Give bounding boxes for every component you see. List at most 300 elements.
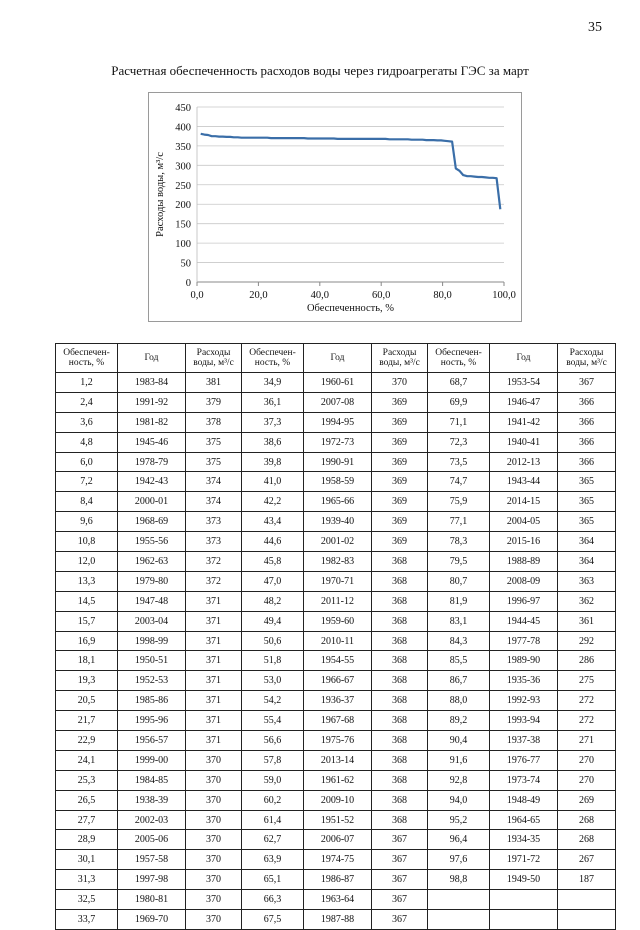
chart-title: Расчетная обеспеченность расходов воды через гидроагрегаты ГЭС за март	[111, 63, 529, 78]
table-cell: 1952-53	[118, 671, 186, 691]
table-cell: 68,7	[428, 373, 490, 393]
table-cell: 41,0	[242, 472, 304, 492]
table-cell: 368	[372, 651, 428, 671]
table-cell: 2008-09	[490, 571, 558, 591]
table-cell: 69,9	[428, 392, 490, 412]
table-cell: 370	[186, 790, 242, 810]
table-cell: 54,2	[242, 691, 304, 711]
table-cell: 1978-79	[118, 452, 186, 472]
table-cell: 2001-02	[304, 532, 372, 552]
table-cell: 83,1	[428, 611, 490, 631]
table-cell: 67,5	[242, 910, 304, 930]
table-cell: 2000-01	[118, 492, 186, 512]
table-row	[56, 373, 616, 393]
table-cell: 370	[186, 810, 242, 830]
table-row	[56, 631, 616, 651]
table-cell: 1943-44	[490, 472, 558, 492]
table-row	[56, 830, 616, 850]
table-cell: 1960-61	[304, 373, 372, 393]
table-cell: 84,3	[428, 631, 490, 651]
table-cell: 79,5	[428, 552, 490, 572]
table-row	[56, 651, 616, 671]
table-cell: 28,9	[56, 830, 118, 850]
table-cell: 367	[372, 830, 428, 850]
table-cell: 370	[186, 850, 242, 870]
table-header-row	[56, 344, 616, 373]
table-cell: 372	[186, 571, 242, 591]
table-cell: 2010-11	[304, 631, 372, 651]
table-cell: 1971-72	[490, 850, 558, 870]
table-cell: 88,0	[428, 691, 490, 711]
series-line	[201, 134, 501, 210]
table-cell: 374	[186, 472, 242, 492]
table-cell: 97,6	[428, 850, 490, 870]
table-cell: 367	[372, 910, 428, 930]
table-cell: 72,3	[428, 432, 490, 452]
table-cell: 57,8	[242, 750, 304, 770]
table-cell: 1988-89	[490, 552, 558, 572]
table-cell: 367	[558, 373, 616, 393]
table-cell: 1981-82	[118, 412, 186, 432]
table-cell: 381	[186, 373, 242, 393]
table-cell: 271	[558, 731, 616, 751]
table-cell: 1984-85	[118, 770, 186, 790]
column-header: Обеспечен-ность, %	[428, 344, 490, 373]
chart-area	[148, 92, 522, 322]
table-cell: 31,3	[56, 870, 118, 890]
table-cell: 94,0	[428, 790, 490, 810]
table-cell: 89,2	[428, 711, 490, 731]
table-cell: 370	[186, 890, 242, 910]
table-cell: 369	[372, 492, 428, 512]
table-cell: 1939-40	[304, 512, 372, 532]
y-tick-label: 450	[175, 103, 191, 114]
y-tick-label: 200	[175, 200, 191, 212]
table-row	[56, 731, 616, 751]
table-cell: 59,0	[242, 770, 304, 790]
table-cell: 19,3	[56, 671, 118, 691]
table-cell: 375	[186, 432, 242, 452]
table-cell: 2012-13	[490, 452, 558, 472]
table-cell: 270	[558, 750, 616, 770]
table-cell: 372	[186, 552, 242, 572]
table-cell: 6,0	[56, 452, 118, 472]
table-cell: 362	[558, 591, 616, 611]
table-cell: 1997-98	[118, 870, 186, 890]
table-cell: 373	[186, 532, 242, 552]
table-cell: 1,2	[56, 373, 118, 393]
table-cell: 370	[186, 830, 242, 850]
table-cell: 1969-70	[118, 910, 186, 930]
x-tick-label: 20,0	[249, 290, 268, 301]
table-row	[56, 591, 616, 611]
table-cell: 3,6	[56, 412, 118, 432]
table-cell: 365	[558, 472, 616, 492]
table-cell: 91,6	[428, 750, 490, 770]
table-cell: 364	[558, 552, 616, 572]
table-cell: 1991-92	[118, 392, 186, 412]
table-cell: 24,1	[56, 750, 118, 770]
table-row	[56, 512, 616, 532]
y-tick-label: 100	[175, 239, 191, 251]
table-row	[56, 870, 616, 890]
table-cell: 38,6	[242, 432, 304, 452]
table-cell: 1959-60	[304, 611, 372, 631]
table-cell: 2004-05	[490, 512, 558, 532]
table-cell: 368	[372, 731, 428, 751]
table-row	[56, 691, 616, 711]
page-number: 35	[588, 20, 602, 35]
table-cell: 1977-78	[490, 631, 558, 651]
table-cell: 2006-07	[304, 830, 372, 850]
table-cell: 2009-10	[304, 790, 372, 810]
table-cell: 371	[186, 631, 242, 651]
table-row	[56, 611, 616, 631]
table-cell: 7,2	[56, 472, 118, 492]
table-cell: 1999-00	[118, 750, 186, 770]
table-row	[56, 711, 616, 731]
table-cell: 367	[372, 890, 428, 910]
table-row	[56, 790, 616, 810]
table-cell: 370	[186, 910, 242, 930]
table-cell: 365	[558, 492, 616, 512]
table-cell: 1990-91	[304, 452, 372, 472]
table-cell: 2,4	[56, 392, 118, 412]
table-cell: 1968-69	[118, 512, 186, 532]
column-header: Год	[118, 344, 186, 373]
table-cell: 371	[186, 651, 242, 671]
table-cell: 1940-41	[490, 432, 558, 452]
table-cell: 22,9	[56, 731, 118, 751]
data-table	[55, 343, 616, 930]
table-cell: 363	[558, 571, 616, 591]
table-cell: 98,8	[428, 870, 490, 890]
table-cell: 86,7	[428, 671, 490, 691]
table-cell: 366	[558, 412, 616, 432]
table-cell: 369	[372, 512, 428, 532]
table-cell: 368	[372, 591, 428, 611]
table-cell: 368	[372, 770, 428, 790]
column-header: Обеспечен-ность, %	[242, 344, 304, 373]
table-row	[56, 770, 616, 790]
table-cell: 26,5	[56, 790, 118, 810]
table-cell: 369	[372, 532, 428, 552]
table-cell: 36,1	[242, 392, 304, 412]
table-cell: 366	[558, 392, 616, 412]
table-cell	[558, 910, 616, 930]
table-cell: 1934-35	[490, 830, 558, 850]
table-row	[56, 452, 616, 472]
table-cell: 1945-46	[118, 432, 186, 452]
x-axis-label: Обеспеченность, %	[306, 303, 395, 314]
table-cell: 371	[186, 711, 242, 731]
table-cell: 1967-68	[304, 711, 372, 731]
table-cell: 1985-86	[118, 691, 186, 711]
table-cell: 1965-66	[304, 492, 372, 512]
table-cell: 367	[372, 870, 428, 890]
x-tick-label: 80,0	[433, 290, 452, 301]
table-cell	[490, 910, 558, 930]
table-body	[56, 373, 616, 930]
table-cell: 81,9	[428, 591, 490, 611]
table-row	[56, 910, 616, 930]
table-cell: 1966-67	[304, 671, 372, 691]
table-cell: 63,9	[242, 850, 304, 870]
table-cell: 1954-55	[304, 651, 372, 671]
table-cell: 2015-16	[490, 532, 558, 552]
table-cell: 368	[372, 631, 428, 651]
table-cell: 1989-90	[490, 651, 558, 671]
table-cell: 74,7	[428, 472, 490, 492]
table-cell: 9,6	[56, 512, 118, 532]
table-cell: 373	[186, 512, 242, 532]
table-cell: 1976-77	[490, 750, 558, 770]
table-cell: 39,8	[242, 452, 304, 472]
table-cell: 18,1	[56, 651, 118, 671]
table-row	[56, 432, 616, 452]
table-cell: 49,4	[242, 611, 304, 631]
x-tick-label: 40,0	[310, 290, 329, 301]
table-cell: 371	[186, 591, 242, 611]
table-cell: 1992-93	[490, 691, 558, 711]
table-cell: 27,7	[56, 810, 118, 830]
table-cell: 1993-94	[490, 711, 558, 731]
column-header: Расходы воды, м³/с	[558, 344, 616, 373]
table-cell: 369	[372, 412, 428, 432]
table-cell: 32,5	[56, 890, 118, 910]
table-cell: 1958-59	[304, 472, 372, 492]
table-cell: 1941-42	[490, 412, 558, 432]
table-cell: 75,9	[428, 492, 490, 512]
table-cell: 25,3	[56, 770, 118, 790]
x-tick-label: 60,0	[372, 290, 391, 301]
table-cell: 1955-56	[118, 532, 186, 552]
table-cell: 1936-37	[304, 691, 372, 711]
table-cell: 85,5	[428, 651, 490, 671]
table-row	[56, 671, 616, 691]
table-cell: 368	[372, 671, 428, 691]
table-cell: 33,7	[56, 910, 118, 930]
table-cell: 1947-48	[118, 591, 186, 611]
table-cell: 2014-15	[490, 492, 558, 512]
table-cell: 44,6	[242, 532, 304, 552]
y-tick-label: 400	[175, 122, 191, 134]
table-cell: 78,3	[428, 532, 490, 552]
table-cell: 1964-65	[490, 810, 558, 830]
table-cell: 1948-49	[490, 790, 558, 810]
table-cell: 66,3	[242, 890, 304, 910]
y-tick-label: 300	[175, 161, 191, 173]
table-cell: 2013-14	[304, 750, 372, 770]
table-cell: 13,3	[56, 571, 118, 591]
table-cell: 369	[372, 432, 428, 452]
table-cell: 8,4	[56, 492, 118, 512]
table-cell: 77,1	[428, 512, 490, 532]
table-cell: 42,2	[242, 492, 304, 512]
table-cell: 366	[558, 432, 616, 452]
table-cell: 1942-43	[118, 472, 186, 492]
table-cell: 10,8	[56, 532, 118, 552]
table-cell: 73,5	[428, 452, 490, 472]
table-cell: 60,2	[242, 790, 304, 810]
table-cell: 1956-57	[118, 731, 186, 751]
column-header: Обеспечен-ность, %	[56, 344, 118, 373]
table-cell: 95,2	[428, 810, 490, 830]
table-cell: 1970-71	[304, 571, 372, 591]
table-row	[56, 472, 616, 492]
table-cell: 1946-47	[490, 392, 558, 412]
table-cell: 371	[186, 691, 242, 711]
table-cell: 365	[558, 512, 616, 532]
table-cell: 367	[372, 850, 428, 870]
table-cell: 1938-39	[118, 790, 186, 810]
table-cell: 1963-64	[304, 890, 372, 910]
table-row	[56, 532, 616, 552]
table-cell: 1980-81	[118, 890, 186, 910]
column-header: Год	[490, 344, 558, 373]
table-cell: 270	[558, 770, 616, 790]
y-tick-label: 350	[175, 141, 191, 153]
table-cell: 370	[372, 373, 428, 393]
table-row	[56, 571, 616, 591]
table-cell: 65,1	[242, 870, 304, 890]
table-cell: 56,6	[242, 731, 304, 751]
table-cell: 1987-88	[304, 910, 372, 930]
table-cell: 370	[186, 750, 242, 770]
table-cell: 1973-74	[490, 770, 558, 790]
table-row	[56, 412, 616, 432]
table-cell: 368	[372, 691, 428, 711]
table-cell: 1962-63	[118, 552, 186, 572]
column-header: Расходы воды, м³/с	[186, 344, 242, 373]
x-tick-label: 0,0	[190, 290, 204, 301]
table-cell: 371	[186, 611, 242, 631]
table-cell: 1983-84	[118, 373, 186, 393]
y-tick-label: 150	[175, 219, 191, 231]
table-cell: 15,7	[56, 611, 118, 631]
table-cell: 50,6	[242, 631, 304, 651]
table-cell: 268	[558, 810, 616, 830]
table-cell: 12,0	[56, 552, 118, 572]
table-cell: 1996-97	[490, 591, 558, 611]
table-cell: 369	[372, 452, 428, 472]
table-cell: 371	[186, 731, 242, 751]
table-cell: 61,4	[242, 810, 304, 830]
table-cell: 14,5	[56, 591, 118, 611]
table-cell: 378	[186, 412, 242, 432]
table-cell: 1950-51	[118, 651, 186, 671]
table-cell: 2011-12	[304, 591, 372, 611]
table-cell: 368	[372, 571, 428, 591]
table-cell: 90,4	[428, 731, 490, 751]
table-cell: 2002-03	[118, 810, 186, 830]
table-cell	[558, 890, 616, 910]
table-cell: 267	[558, 850, 616, 870]
table-cell: 48,2	[242, 591, 304, 611]
table-cell: 375	[186, 452, 242, 472]
table-cell: 374	[186, 492, 242, 512]
table-cell: 292	[558, 631, 616, 651]
table-cell: 34,9	[242, 373, 304, 393]
column-header: Расходы воды, м³/с	[372, 344, 428, 373]
table-cell: 2005-06	[118, 830, 186, 850]
table-cell: 2007-08	[304, 392, 372, 412]
table-cell: 45,8	[242, 552, 304, 572]
y-axis-label: Расходы воды, м³/с	[155, 152, 166, 237]
table-cell: 47,0	[242, 571, 304, 591]
table-cell: 21,7	[56, 711, 118, 731]
table-cell: 1935-36	[490, 671, 558, 691]
x-tick-label: 100,0	[492, 290, 516, 301]
table-cell: 16,9	[56, 631, 118, 651]
table-cell: 1975-76	[304, 731, 372, 751]
table-cell: 187	[558, 870, 616, 890]
table-cell: 364	[558, 532, 616, 552]
table-cell: 1998-99	[118, 631, 186, 651]
table-row	[56, 850, 616, 870]
table-row	[56, 492, 616, 512]
table-cell: 51,8	[242, 651, 304, 671]
table-cell: 1982-83	[304, 552, 372, 572]
table-cell: 269	[558, 790, 616, 810]
table-cell: 1944-45	[490, 611, 558, 631]
table-cell: 368	[372, 810, 428, 830]
line-chart	[149, 93, 521, 321]
table-cell	[428, 890, 490, 910]
table-cell: 1961-62	[304, 770, 372, 790]
table-cell: 371	[186, 671, 242, 691]
table-cell: 368	[372, 750, 428, 770]
table-cell: 361	[558, 611, 616, 631]
table-cell: 1937-38	[490, 731, 558, 751]
y-tick-label: 50	[180, 258, 191, 270]
table-cell: 62,7	[242, 830, 304, 850]
table-cell: 275	[558, 671, 616, 691]
table-cell: 1957-58	[118, 850, 186, 870]
table-cell: 1994-95	[304, 412, 372, 432]
table-cell: 286	[558, 651, 616, 671]
table-cell: 379	[186, 392, 242, 412]
table-cell: 1995-96	[118, 711, 186, 731]
table-cell: 80,7	[428, 571, 490, 591]
table-cell: 71,1	[428, 412, 490, 432]
table-cell: 268	[558, 830, 616, 850]
table-row	[56, 750, 616, 770]
table-cell: 37,3	[242, 412, 304, 432]
table-cell: 53,0	[242, 671, 304, 691]
table-cell: 272	[558, 691, 616, 711]
table-cell: 1972-73	[304, 432, 372, 452]
table-cell: 1953-54	[490, 373, 558, 393]
table-row	[56, 810, 616, 830]
table-cell: 1951-52	[304, 810, 372, 830]
table-cell: 272	[558, 711, 616, 731]
y-tick-label: 0	[185, 278, 191, 289]
table-row	[56, 890, 616, 910]
table-cell: 1949-50	[490, 870, 558, 890]
column-header: Год	[304, 344, 372, 373]
table-cell: 369	[372, 392, 428, 412]
table-cell: 1986-87	[304, 870, 372, 890]
table-cell	[490, 890, 558, 910]
table-row	[56, 552, 616, 572]
table-cell: 370	[186, 770, 242, 790]
table-cell: 20,5	[56, 691, 118, 711]
table-cell: 366	[558, 452, 616, 472]
table-cell: 368	[372, 711, 428, 731]
table-cell: 92,8	[428, 770, 490, 790]
table-cell: 368	[372, 552, 428, 572]
